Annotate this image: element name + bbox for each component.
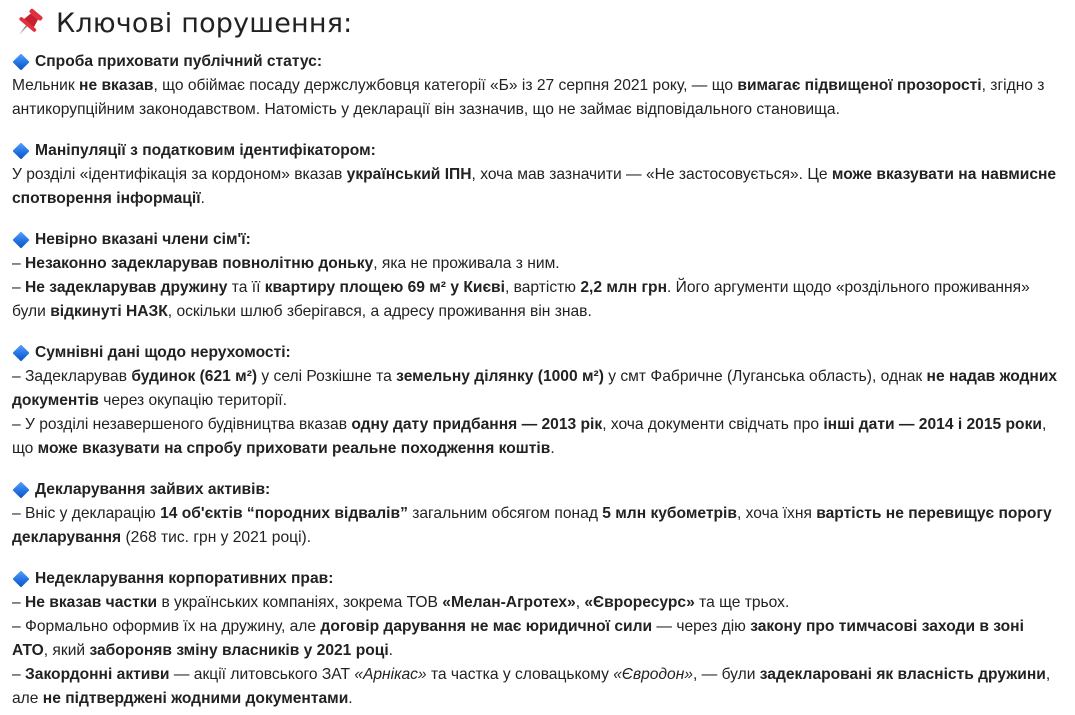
document [0,2,1075,711]
sections [12,50,1063,711]
paragraph-line [12,663,1063,711]
text-run: , хоча документи свідчать про [602,416,824,433]
bold-text: інші дати — 2014 і 2015 роки [823,416,1042,433]
bold-text: будинок (621 м²) [131,368,258,385]
text-run: — через дію [652,618,751,635]
text-run: , згідно з антикорупційним законодавством. Натомість у декларації він зазначив, що не займає відповідального становища. [12,77,1045,118]
text-run: через окупацію території. [98,392,287,409]
blue-diamond-icon [13,571,30,588]
text-run: загальним обсягом понад [407,505,603,522]
section-heading-text: Декларування зайвих активів: [35,481,271,498]
text-run: У розділі «ідентифікація за кордоном» вказав [12,166,347,183]
paragraph-line [12,74,1063,122]
text-run: та частка у словацькому [426,666,614,683]
bold-text: «Мелан-Агротех» [442,594,576,611]
section-heading [12,50,1063,74]
section-heading-text: Спроба приховати публічний статус: [35,53,323,70]
section-heading-text: Маніпуляції з податковим ідентифікатором: [35,142,376,159]
text-run: — акції литовського ЗАТ [169,666,355,683]
text-run: Мельник [12,77,80,94]
blue-diamond-icon [13,143,30,160]
text-run: – [12,279,26,296]
paragraph-line [12,413,1063,461]
bold-text: може вказувати на навмисне спотворення інформації [12,166,1057,207]
text-run: – [12,594,26,611]
bold-text: одну дату придбання — 2013 рік [351,416,603,433]
blue-diamond-icon [13,232,30,249]
text-run: – Формально оформив їх на дружину, але [12,618,321,635]
text-run: , яка не проживала з ним. [373,255,560,272]
text-run: , оскільки шлюб зберігався, а адресу проживання він знав. [167,303,592,320]
paragraph-line [12,163,1063,211]
section-heading [12,341,1063,365]
text-run: – У розділі незавершеного будівництва вказав [12,416,352,433]
text-run: , хоча мав зазначити — «Не застосовується». Це [471,166,832,183]
blue-diamond-icon [13,54,30,71]
section [12,50,1063,122]
section-heading [12,567,1063,591]
text-run: – Вніс у декларацію [12,505,161,522]
bold-text: 5 млн кубометрів [602,505,737,522]
text-run: та її [227,279,265,296]
bold-text: Закордонні активи [25,666,170,683]
title-row [12,2,1063,44]
bold-text: договір дарування не має юридичної сили [320,618,653,635]
pushpin-icon [12,6,46,40]
bold-text: закону про тимчасові заходи в зоні АТО [12,618,1024,659]
bold-text: може вказувати на спробу приховати реальне походження коштів [37,440,551,457]
text-run: в українських компаніях, зокрема ТОВ [157,594,443,611]
section-heading-text: Невірно вказані члени сім'ї: [35,231,251,248]
text-run: . [550,440,555,457]
text-run: . [348,690,353,707]
bold-text: задекларовані як власність дружини [759,666,1046,683]
text-run: , який [43,642,90,659]
bold-text: 14 об'єктів “породних відвалів” [160,505,408,522]
text-run: – Задекларував [12,368,132,385]
section-heading [12,478,1063,502]
section [12,478,1063,550]
bold-text: земельну ділянку (1000 м²) [396,368,604,385]
paragraph-line [12,365,1063,413]
bold-text: забороняв зміну власників у 2021 році [89,642,389,659]
section [12,567,1063,711]
text-run: , що обіймає посаду держслужбовця категорії «Б» із 27 серпня 2021 року, — що [153,77,738,94]
section [12,341,1063,461]
italic-text: «Арнікас» [354,666,427,683]
section-heading [12,228,1063,252]
text-run: , але [12,666,1051,707]
paragraph-line [12,615,1063,663]
paragraph-line [12,252,1063,276]
text-run: , хоча їхня [736,505,817,522]
text-run: (268 тис. грн у 2021 році). [121,529,312,546]
paragraph-line [12,276,1063,324]
bold-text: український ІПН [346,166,472,183]
text-run: та ще трьох. [694,594,790,611]
section [12,139,1063,211]
text-run: у селі Розкішне та [257,368,397,385]
bold-text: «Євроресурс» [584,594,695,611]
text-run: . [388,642,394,659]
bold-text: не вказав [79,77,154,94]
bold-text: не надав жодних документів [12,368,1058,409]
bold-text: квартиру площею 69 м² у Києві [264,279,505,296]
section-heading-text: Сумнівні дані щодо нерухомості: [35,344,291,361]
page-title: Ключові порушення: [56,7,353,39]
text-run: у смт Фабричне (Луганська область), однак [603,368,927,385]
section [12,228,1063,324]
text-run: – [12,666,26,683]
italic-text: «Євродон» [613,666,693,683]
bold-text: не підтверджені жодними документами [42,690,349,707]
blue-diamond-icon [13,482,30,499]
text-run: , — були [692,666,760,683]
text-run: , вартістю [504,279,581,296]
blue-diamond-icon [13,345,30,362]
bold-text: 2,2 млн грн [580,279,667,296]
section-heading [12,139,1063,163]
section-heading-text: Недекларування корпоративних прав: [35,570,334,587]
bold-text: вимагає підвищеної прозорості [737,77,982,94]
bold-text: Не вказав частки [25,594,158,611]
text-run: – [12,255,26,272]
text-run: . [200,190,205,207]
paragraph-line [12,502,1063,550]
bold-text: відкинуті НАЗК [50,303,168,320]
bold-text: Не задекларував дружину [25,279,228,296]
text-run: , що [12,416,1047,457]
bold-text: вартість не перевищує порогу декларування [12,505,1052,546]
text-run: , [575,594,585,611]
paragraph-line [12,591,1063,615]
text-run: . Його аргументи щодо «роздільного проживання» були [12,279,1030,320]
bold-text: Незаконно задекларував повнолітню доньку [25,255,374,272]
